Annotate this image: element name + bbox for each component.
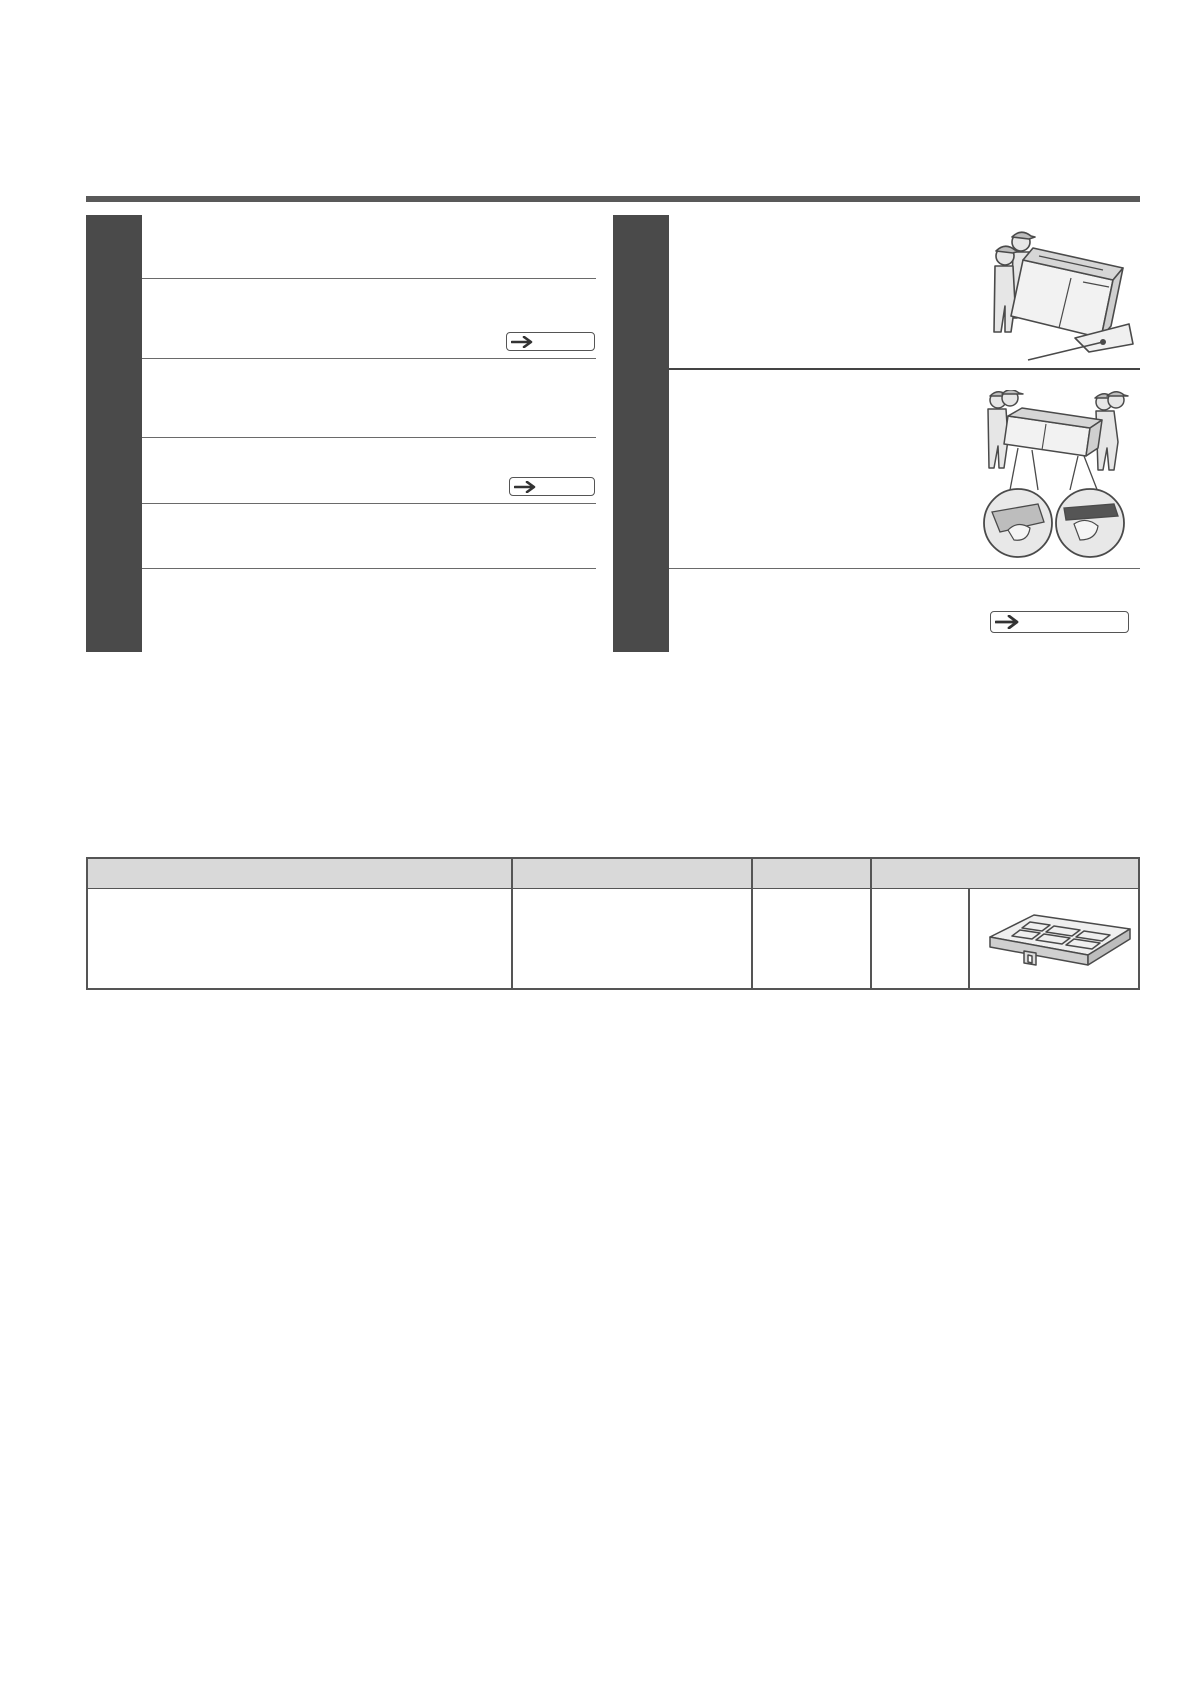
page-reference-button[interactable]	[990, 611, 1129, 633]
left-step-2	[86, 279, 596, 359]
table-column-divider	[968, 889, 970, 988]
step-number-bar	[86, 504, 142, 569]
page-reference-button[interactable]	[509, 477, 595, 496]
specification-table	[86, 857, 1140, 990]
table-header-cell	[753, 859, 871, 889]
arrow-right-icon	[995, 615, 1021, 629]
step-number-bar	[613, 215, 669, 370]
arrow-right-icon	[514, 481, 538, 493]
step-number-bar	[613, 569, 669, 652]
table-cell	[753, 890, 870, 988]
right-step-2	[613, 370, 1140, 569]
page-reference-button[interactable]	[506, 332, 595, 351]
movers-tilting-refrigerator-illustration	[983, 220, 1138, 365]
table-cell	[872, 890, 968, 988]
top-section-rule	[86, 196, 1140, 202]
table-cell	[513, 890, 751, 988]
right-step-1	[613, 215, 1140, 370]
step-number-bar	[86, 438, 142, 504]
arrow-right-icon	[511, 336, 535, 348]
left-step-6	[86, 569, 596, 652]
left-step-5	[86, 504, 596, 569]
drip-tray-part-illustration	[984, 907, 1134, 973]
left-step-1	[86, 215, 596, 279]
left-step-4	[86, 438, 596, 504]
step-number-bar	[86, 359, 142, 438]
step-number-bar	[86, 279, 142, 359]
left-step-3	[86, 359, 596, 438]
step-number-bar	[613, 370, 669, 569]
table-cell	[88, 890, 511, 988]
movers-lifting-refrigerator-illustration	[978, 390, 1133, 562]
step-number-bar	[86, 569, 142, 652]
step-number-bar	[86, 215, 142, 279]
table-header-cell	[872, 859, 1138, 889]
table-header-cell	[88, 859, 512, 889]
right-step-3	[613, 569, 1140, 652]
table-header-cell	[513, 859, 752, 889]
